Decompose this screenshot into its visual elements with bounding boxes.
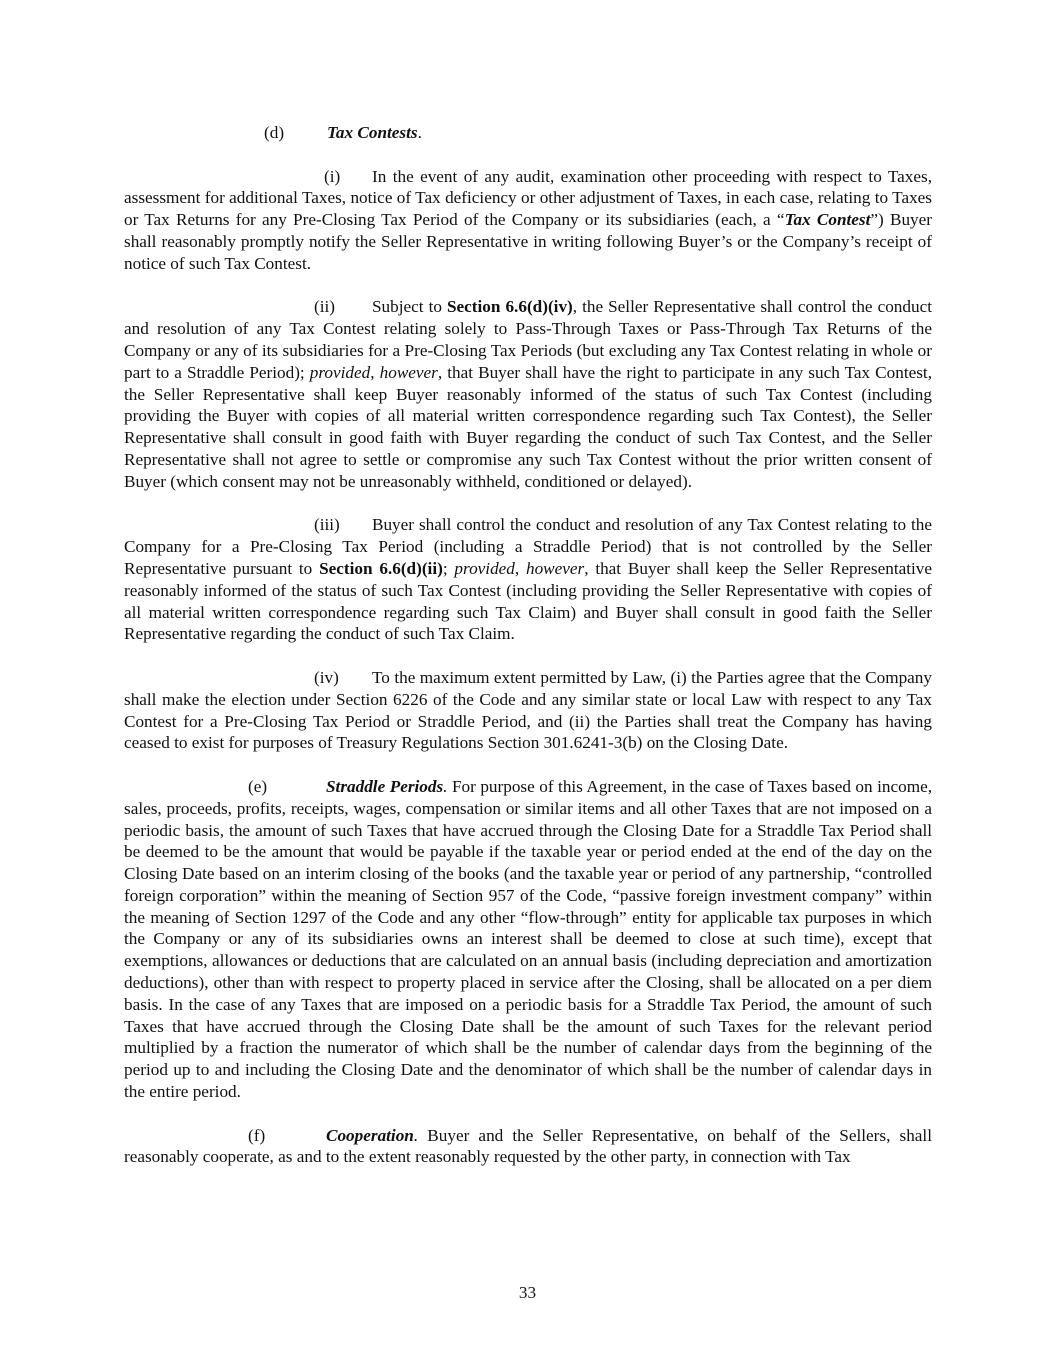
page-number: 33 [518, 1283, 537, 1302]
section-d-ii-reference: Section 6.6(d)(iv) [446, 297, 573, 317]
section-d-iii-text-3: , that Buyer shall keep the Seller Representative reasonably informed of the status of such Tax Contest (including providing the Seller Representative with copies of all material written correspondence regarding such Tax Claim) and Buyer shall consult in good faith the Seller Representative regarding the conduct of such Tax Claim. [124, 558, 932, 644]
section-d-iv-label: (iv) [314, 667, 339, 687]
section-f-text: Buyer and the Seller Representative, on behalf of the Sellers, shall reasonably cooperate, as and to the extent reasonably requested by the other party, in connection with Tax [124, 1125, 932, 1167]
section-f-title: Cooperation [326, 1125, 414, 1145]
document-page [124, 122, 932, 1190]
section-d-ii-comma: , [370, 362, 380, 382]
section-d-i-label: (i) [324, 166, 341, 186]
section-e-text: For purpose of this Agreement, in the case of Taxes based on income, sales, proceeds, profits, receipts, wages, compensation or similar items and all other Taxes that are not imposed on a periodic basis, the amount of such Taxes that have accrued through the Closing Date for a Straddle Tax Period shall be deemed to be the amount that would be payable if the taxable year or period ended at the end of the day on the Closing Date based on an interim closing of the books (and the taxable year or period of any partnership, “controlled foreign corporation” within the meaning of Section 957 of the Code, “passive foreign investment company” within the meaning of Section 1297 of the Code and any other “flow-through” entity for applicable tax purposes in which the Company or any of its subsidiaries owns an interest shall be deemed to close at such time), except that exemptions, allowances or deductions that are calculated on an annual basis (including depreciation and amortization deductions), other than with respect to property placed in service after the Closing, shall be allocated on a per diem basis. In the case of any Taxes that are imposed on a periodic basis for a Straddle Tax Period, the amount of such Taxes that have accrued through the Closing Date shall be the amount of such Taxes for the relevant period multiplied by a fraction the numerator of which shall be the number of calendar days from the beginning of the period up to and including the Closing Date and the denominator of which shall be the number of calendar days in the entire period. [124, 776, 932, 1102]
section-d-i-paragraph [124, 166, 932, 275]
section-d-heading [124, 122, 932, 144]
section-d-ii-paragraph [124, 296, 932, 492]
section-d-ii-provided: provided [309, 362, 371, 382]
section-d-iv-text: To the maximum extent permitted by Law, (i) the Parties agree that the Company shall make the election under Section 6226 of the Code and any similar state or local Law with respect to any Tax Contest for a Pre-Closing Tax Period or Straddle Period, and (ii) the Parties shall treat the Company has having ceased to exist for purposes of Treasury Regulations Section 301.6241-3(b) on the Closing Date. [124, 667, 932, 753]
section-d-iii-comma: , [514, 558, 526, 578]
section-d-i-text-2: ”) Buyer shall reasonably promptly notify the Seller Representative in writing following Buyer’s or the Company’s receipt of notice of such Tax Contest. [124, 210, 933, 273]
section-d-ii-text-3: , that Buyer shall have the right to participate in any such Tax Contest, the Seller Representative shall keep Buyer reasonably informed of the status of such Tax Contest (including providing the Buyer with copies of all material written correspondence regarding such Tax Contest), the Seller Representative shall consult in good faith with Buyer regarding the conduct of such Tax Contest, and the Seller Representative shall not agree to settle or compromise any such Tax Contest without the prior written consent of Buyer (which consent may not be unreasonably withheld, conditioned or delayed). [124, 362, 932, 491]
section-d-iii-reference: Section 6.6(d)(ii) [319, 558, 443, 578]
section-d-iv-paragraph [124, 667, 932, 754]
section-d-ii-however: however [379, 362, 438, 382]
section-e-title-period: . [443, 776, 448, 796]
section-d-title: Tax Contests [327, 123, 418, 142]
section-f-label: (f) [248, 1125, 266, 1145]
section-d-title-period: . [417, 123, 422, 142]
section-d-iii-text-2: ; [442, 558, 455, 578]
section-e-title: Straddle Periods [326, 776, 444, 796]
section-d-label: (d) [264, 123, 285, 142]
section-d-iii-provided: provided [454, 558, 515, 578]
section-d-iii-text-1: Buyer shall control the conduct and resolution of any Tax Contest relating to the Company for a Pre-Closing Tax Period (including a Straddle Period) that is not controlled by the Seller Representative pursuant to [124, 515, 932, 578]
section-d-i-text-1: In the event of any audit, examination other proceeding with respect to Taxes, assessment for additional Taxes, notice of Tax deficiency or other adjustment of Taxes, in each case, relating to Taxes or Tax Returns for any Pre-Closing Tax Period of the Company or its subsidiaries (each, a “ [124, 166, 932, 230]
section-d-ii-label: (ii) [314, 297, 335, 317]
defined-term-tax-contest: Tax Contest [784, 210, 871, 230]
section-f-title-period: . [413, 1125, 419, 1145]
section-d-ii-text-1: Subject to [372, 297, 447, 317]
section-d-ii-text-2: , the Seller Representative shall control the conduct and resolution of any Tax Contest relating solely to Pass-Through Taxes or Pass-Through Tax Returns of the Company or any of its subsidiaries for a Pre-Closing Tax Periods (but excluding any Tax Contest relating in whole or part to a Straddle Period); [124, 297, 932, 382]
section-e-paragraph [124, 776, 932, 1103]
section-e-label: (e) [248, 776, 268, 796]
section-d-iii-however: however [525, 558, 585, 578]
section-f-paragraph [124, 1125, 932, 1169]
section-d-iii-label: (iii) [314, 515, 340, 535]
section-d-iii-paragraph [124, 514, 932, 645]
